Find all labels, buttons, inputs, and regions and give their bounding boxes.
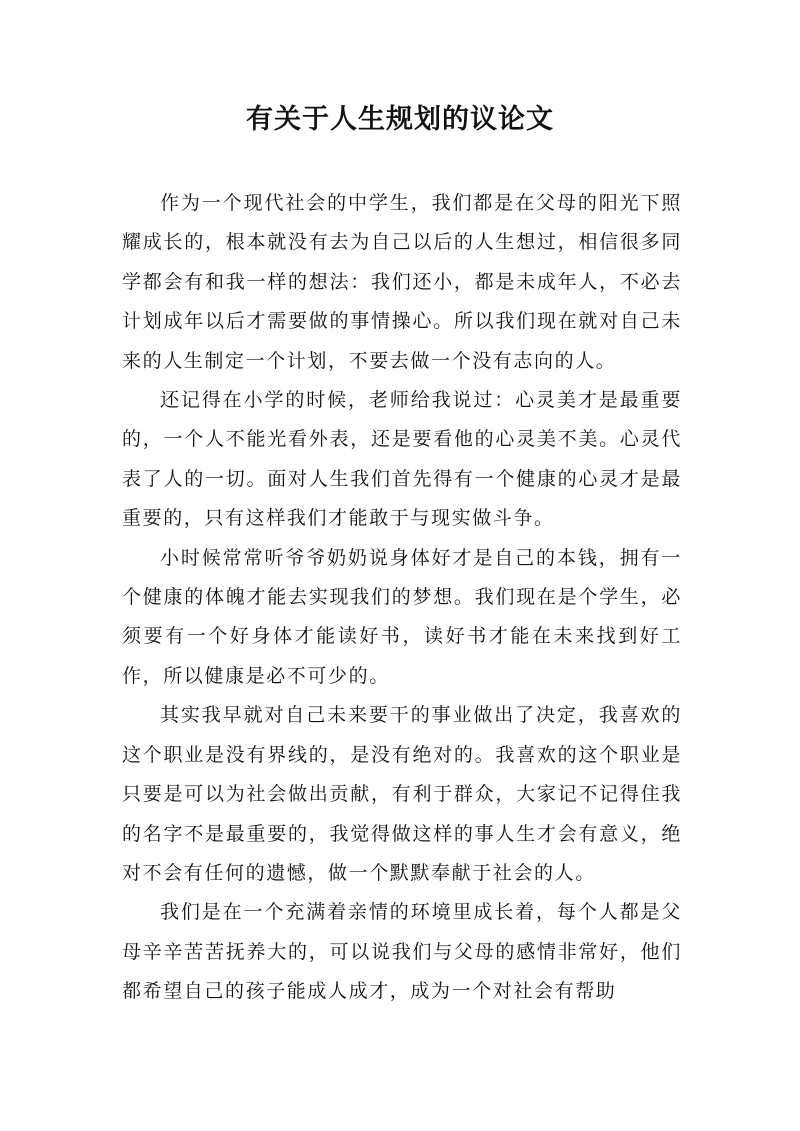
paragraph-1: 作为一个现代社会的中学生，我们都是在父母的阳光下照耀成长的，根本就没有去为自己以后的人生想过，相信很多同学都会有和我一样的想法：我们还小，都是未成年人，不必去计划成年以后才需要做的事情操心。所以我们现在就对自己未来的人生制定一个计划，不要去做一个没有志向的人。: [122, 192, 682, 372]
paragraph-5: 我们是在一个充满着亲情的环境里成长着，每个人都是父母辛辛苦苦抚养大的，可以说我们与父母的感情非常好，他们都希望自己的孩子能成人成才，成为一个对社会有帮助: [122, 901, 682, 1003]
paragraph-2: 还记得在小学的时候，老师给我说过：心灵美才是最重要的，一个人不能光看外表，还是要看他的心灵美不美。心灵代表了人的一切。面对人生我们首先得有一个健康的心灵才是最重要的，只有这样我们才能敢于与现实做斗争。: [122, 389, 682, 530]
paragraph-3: 小时候常常听爷爷奶奶说身体好才是自己的本钱，拥有一个健康的体魄才能去实现我们的梦想。我们现在是个学生，必须要有一个好身体才能读好书，读好书才能在未来找到好工作，所以健康是必不可少的。: [122, 546, 682, 687]
document-title: 有关于人生规划的议论文: [246, 104, 554, 135]
paragraph-4: 其实我早就对自己未来要干的事业做出了决定，我喜欢的这个职业是没有界线的，是没有绝对的。我喜欢的这个职业是只要是可以为社会做出贡献，有利于群众，大家记不记得住我的名字不是最重要的，我觉得做这样的事人生才会有意义，绝对不会有任何的遗憾，做一个默默奉献于社会的人。: [122, 704, 682, 884]
document-body: [122, 184, 682, 1012]
